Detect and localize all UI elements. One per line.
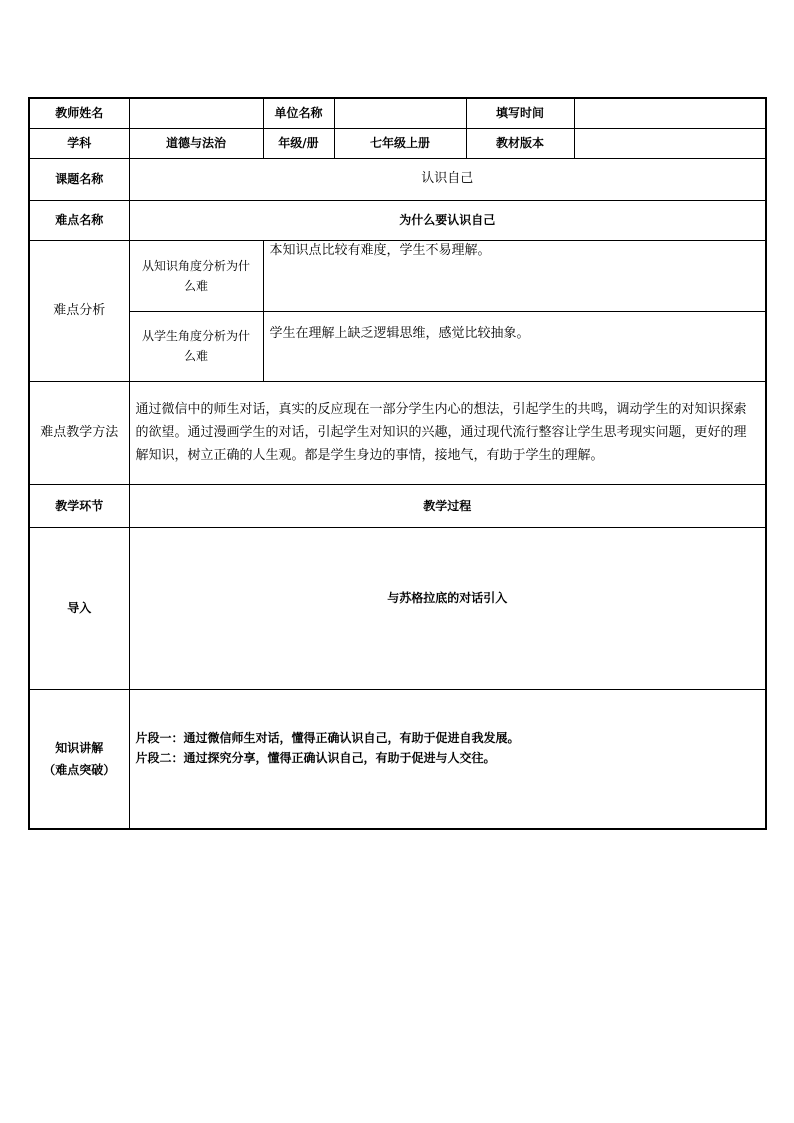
analysis-student-row xyxy=(29,311,766,381)
process-header: 教学过程 xyxy=(129,484,766,527)
teacher-name-label: 教师姓名 xyxy=(29,98,129,128)
analysis-label: 难点分析 xyxy=(29,240,129,381)
student-angle-label: 从学生角度分析为什么难 xyxy=(129,311,263,381)
lesson-design-table xyxy=(28,97,767,830)
method-value: 通过微信中的师生对话，真实的反应现在一部分学生内心的想法，引起学生的共鸣，调动学生的对知识探索的欲望。通过漫画学生的对话，引起学生对知识的兴趣，通过现代流行整容让学生思考现实问题，更好的理解知识，树立正确的人生观。都是学生身边的事情，接地气，有助于学生的理解。 xyxy=(129,381,766,484)
lesson-value: 认识自己 xyxy=(129,158,766,200)
process-header-row xyxy=(29,484,766,527)
difficulty-value: 为什么要认识自己 xyxy=(129,200,766,240)
explain-label-line1: 知识讲解 xyxy=(55,740,104,755)
intro-row xyxy=(29,527,766,689)
method-label: 难点教学方法 xyxy=(29,381,129,484)
difficulty-label: 难点名称 xyxy=(29,200,129,240)
subject-value: 道德与法治 xyxy=(129,128,263,158)
explain-label xyxy=(29,689,129,829)
explain-label-line2: （难点突破） xyxy=(43,762,116,777)
subject-info-row xyxy=(29,128,766,158)
explain-row xyxy=(29,689,766,829)
subject-label: 学科 xyxy=(29,128,129,158)
method-row xyxy=(29,381,766,484)
grade-value: 七年级上册 xyxy=(334,128,466,158)
fill-time-value[interactable] xyxy=(574,98,766,128)
explain-segment-2: 片段二：通过探究分享，懂得正确认识自己，有助于促进与人交往。 xyxy=(135,750,496,765)
explain-segment-1: 片段一：通过微信师生对话，懂得正确认识自己，有助于促进自我发展。 xyxy=(135,730,520,745)
lesson-label: 课题名称 xyxy=(29,158,129,200)
difficulty-row xyxy=(29,200,766,240)
student-angle-value: 学生在理解上缺乏逻辑思维，感觉比较抽象。 xyxy=(263,311,766,381)
intro-label: 导入 xyxy=(29,527,129,689)
analysis-knowledge-row xyxy=(29,240,766,311)
intro-value: 与苏格拉底的对话引入 xyxy=(129,527,766,689)
edition-label: 教材版本 xyxy=(466,128,574,158)
lesson-row xyxy=(29,158,766,200)
teacher-name-value[interactable] xyxy=(129,98,263,128)
edition-value[interactable] xyxy=(574,128,766,158)
knowledge-angle-label: 从知识角度分析为什么难 xyxy=(129,240,263,311)
explain-value xyxy=(129,689,766,829)
unit-name-value[interactable] xyxy=(334,98,466,128)
unit-name-label: 单位名称 xyxy=(263,98,334,128)
grade-label: 年级/册 xyxy=(263,128,334,158)
teacher-info-row xyxy=(29,98,766,128)
stage-header: 教学环节 xyxy=(29,484,129,527)
fill-time-label: 填写时间 xyxy=(466,98,574,128)
knowledge-angle-value: 本知识点比较有难度，学生不易理解。 xyxy=(263,240,766,311)
